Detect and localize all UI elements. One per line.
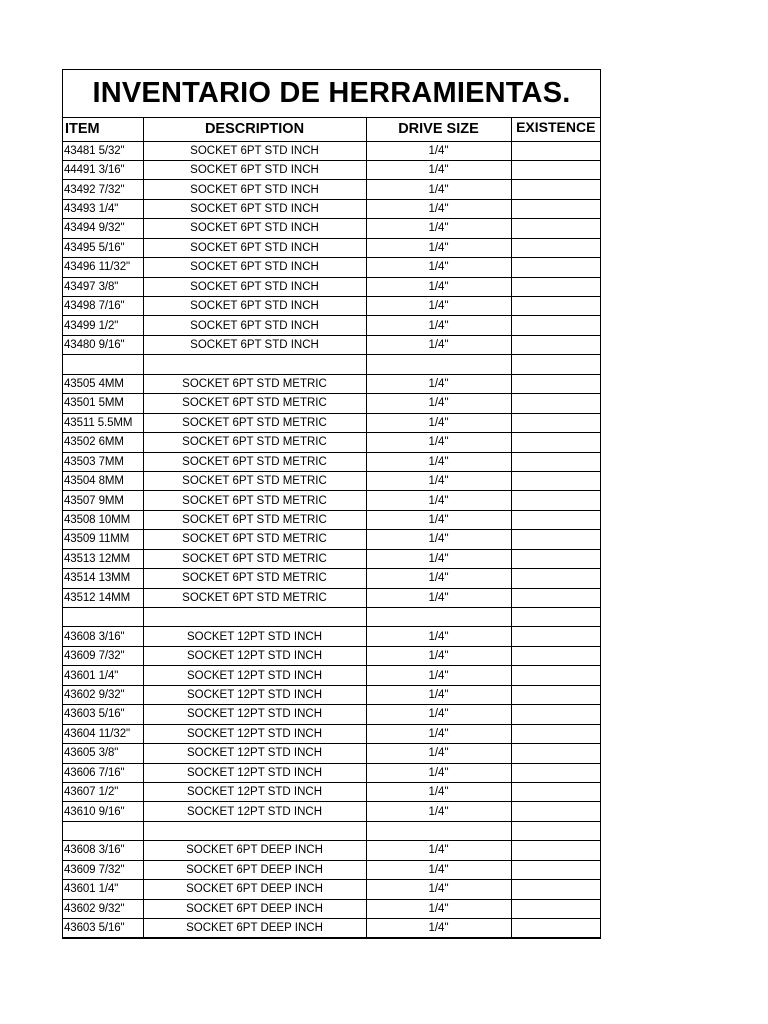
description-cell[interactable]: SOCKET 12PT STD INCH bbox=[143, 724, 366, 743]
item-cell[interactable]: 43608 3/16" bbox=[63, 627, 143, 646]
table-row bbox=[63, 510, 600, 529]
table-row bbox=[63, 258, 600, 277]
item-cell[interactable]: 43496 11/32" bbox=[63, 258, 143, 277]
description-cell[interactable]: SOCKET 6PT DEEP INCH bbox=[143, 919, 366, 938]
existence-cell[interactable] bbox=[511, 880, 600, 899]
table-row bbox=[63, 608, 600, 627]
description-cell[interactable] bbox=[143, 608, 366, 627]
item-cell[interactable]: 43603 5/16" bbox=[63, 705, 143, 724]
description-cell[interactable] bbox=[143, 821, 366, 840]
drive-size-cell[interactable]: 1/4" bbox=[366, 180, 511, 199]
table-row bbox=[63, 899, 600, 918]
existence-cell[interactable] bbox=[511, 802, 600, 821]
drive-size-cell[interactable]: 1/4" bbox=[366, 685, 511, 704]
existence-cell[interactable] bbox=[511, 355, 600, 374]
existence-cell[interactable] bbox=[511, 821, 600, 840]
item-cell[interactable]: 43481 5/32" bbox=[63, 141, 143, 160]
drive-size-cell[interactable]: 1/4" bbox=[366, 802, 511, 821]
table-row bbox=[63, 569, 600, 588]
drive-size-cell[interactable]: 1/4" bbox=[366, 860, 511, 879]
drive-size-cell[interactable]: 1/4" bbox=[366, 919, 511, 938]
table-row bbox=[63, 394, 600, 413]
existence-cell[interactable] bbox=[511, 297, 600, 316]
table-row bbox=[63, 880, 600, 899]
sheet-title: INVENTARIO DE HERRAMIENTAS. bbox=[63, 70, 600, 118]
drive-size-cell[interactable]: 1/4" bbox=[366, 841, 511, 860]
table-row bbox=[63, 802, 600, 821]
item-cell[interactable] bbox=[63, 821, 143, 840]
item-cell[interactable]: 43513 12MM bbox=[63, 549, 143, 568]
table-row bbox=[63, 724, 600, 743]
drive-size-cell[interactable]: 1/4" bbox=[366, 141, 511, 160]
existence-cell[interactable] bbox=[511, 782, 600, 801]
table-row bbox=[63, 919, 600, 938]
description-cell[interactable] bbox=[143, 355, 366, 374]
existence-cell[interactable] bbox=[511, 860, 600, 879]
table-row bbox=[63, 685, 600, 704]
description-cell[interactable]: SOCKET 6PT STD METRIC bbox=[143, 374, 366, 393]
item-cell[interactable]: 43480 9/16" bbox=[63, 335, 143, 354]
drive-size-cell[interactable]: 1/4" bbox=[366, 666, 511, 685]
item-cell[interactable]: 43601 1/4" bbox=[63, 880, 143, 899]
existence-cell[interactable] bbox=[511, 510, 600, 529]
drive-size-cell[interactable]: 1/4" bbox=[366, 549, 511, 568]
description-cell[interactable]: SOCKET 6PT STD METRIC bbox=[143, 569, 366, 588]
item-cell[interactable]: 43511 5.5MM bbox=[63, 413, 143, 432]
description-cell[interactable]: SOCKET 6PT STD METRIC bbox=[143, 433, 366, 452]
table-row bbox=[63, 821, 600, 840]
drive-size-cell[interactable]: 1/4" bbox=[366, 899, 511, 918]
drive-size-cell[interactable] bbox=[366, 608, 511, 627]
item-cell[interactable]: 43610 9/16" bbox=[63, 802, 143, 821]
existence-cell[interactable] bbox=[511, 646, 600, 665]
drive-size-cell[interactable]: 1/4" bbox=[366, 413, 511, 432]
inventory-table bbox=[63, 118, 600, 938]
drive-size-cell[interactable]: 1/4" bbox=[366, 316, 511, 335]
table-row bbox=[63, 180, 600, 199]
description-cell[interactable]: SOCKET 6PT STD INCH bbox=[143, 316, 366, 335]
description-cell[interactable]: SOCKET 12PT STD INCH bbox=[143, 802, 366, 821]
description-cell[interactable]: SOCKET 6PT STD METRIC bbox=[143, 530, 366, 549]
table-row bbox=[63, 297, 600, 316]
item-cell[interactable]: 43501 5MM bbox=[63, 394, 143, 413]
description-cell[interactable]: SOCKET 12PT STD INCH bbox=[143, 744, 366, 763]
existence-cell[interactable] bbox=[511, 685, 600, 704]
existence-cell[interactable] bbox=[511, 471, 600, 490]
description-cell[interactable]: SOCKET 12PT STD INCH bbox=[143, 763, 366, 782]
inventory-sheet bbox=[62, 69, 601, 939]
table-row bbox=[63, 199, 600, 218]
item-cell[interactable]: 43605 3/8" bbox=[63, 744, 143, 763]
description-cell[interactable]: SOCKET 6PT STD INCH bbox=[143, 160, 366, 179]
drive-size-cell[interactable]: 1/4" bbox=[366, 782, 511, 801]
drive-size-cell[interactable]: 1/4" bbox=[366, 569, 511, 588]
existence-cell[interactable] bbox=[511, 763, 600, 782]
table-row bbox=[63, 763, 600, 782]
table-row bbox=[63, 782, 600, 801]
table-row bbox=[63, 666, 600, 685]
table-row bbox=[63, 452, 600, 471]
existence-cell[interactable] bbox=[511, 238, 600, 257]
existence-cell[interactable] bbox=[511, 549, 600, 568]
item-cell[interactable]: 43607 1/2" bbox=[63, 782, 143, 801]
item-cell[interactable]: 44491 3/16" bbox=[63, 160, 143, 179]
description-cell[interactable]: SOCKET 6PT STD METRIC bbox=[143, 491, 366, 510]
description-cell[interactable]: SOCKET 6PT STD INCH bbox=[143, 219, 366, 238]
table-row bbox=[63, 471, 600, 490]
drive-size-cell[interactable]: 1/4" bbox=[366, 763, 511, 782]
item-cell[interactable]: 43508 10MM bbox=[63, 510, 143, 529]
drive-size-cell[interactable]: 1/4" bbox=[366, 510, 511, 529]
item-cell[interactable]: 43514 13MM bbox=[63, 569, 143, 588]
existence-cell[interactable] bbox=[511, 219, 600, 238]
existence-cell[interactable] bbox=[511, 744, 600, 763]
table-row bbox=[63, 841, 600, 860]
description-cell[interactable]: SOCKET 6PT STD INCH bbox=[143, 199, 366, 218]
item-cell[interactable]: 43497 3/8" bbox=[63, 277, 143, 296]
description-cell[interactable]: SOCKET 6PT STD INCH bbox=[143, 258, 366, 277]
item-cell[interactable] bbox=[63, 608, 143, 627]
item-cell[interactable]: 43602 9/32" bbox=[63, 899, 143, 918]
description-column-header: DESCRIPTION bbox=[143, 118, 366, 141]
drive-size-cell[interactable]: 1/4" bbox=[366, 433, 511, 452]
existence-cell[interactable] bbox=[511, 919, 600, 938]
description-cell[interactable]: SOCKET 6PT DEEP INCH bbox=[143, 899, 366, 918]
existence-cell[interactable] bbox=[511, 258, 600, 277]
existence-cell[interactable] bbox=[511, 374, 600, 393]
drive-size-cell[interactable]: 1/4" bbox=[366, 374, 511, 393]
drive-size-cell[interactable]: 1/4" bbox=[366, 880, 511, 899]
description-cell[interactable]: SOCKET 12PT STD INCH bbox=[143, 627, 366, 646]
description-cell[interactable]: SOCKET 12PT STD INCH bbox=[143, 666, 366, 685]
table-row bbox=[63, 141, 600, 160]
drive-size-cell[interactable]: 1/4" bbox=[366, 588, 511, 607]
existence-cell[interactable] bbox=[511, 608, 600, 627]
existence-cell[interactable] bbox=[511, 530, 600, 549]
drive-size-cell[interactable]: 1/4" bbox=[366, 199, 511, 218]
existence-cell[interactable] bbox=[511, 413, 600, 432]
existence-cell[interactable] bbox=[511, 433, 600, 452]
table-row bbox=[63, 238, 600, 257]
table-row bbox=[63, 433, 600, 452]
existence-cell[interactable] bbox=[511, 180, 600, 199]
item-cell[interactable]: 43495 5/16" bbox=[63, 238, 143, 257]
description-cell[interactable]: SOCKET 6PT STD METRIC bbox=[143, 471, 366, 490]
header-row bbox=[63, 118, 600, 141]
item-cell[interactable]: 43609 7/32" bbox=[63, 860, 143, 879]
drive-size-cell[interactable]: 1/4" bbox=[366, 471, 511, 490]
drive-size-cell[interactable] bbox=[366, 355, 511, 374]
description-cell[interactable]: SOCKET 6PT STD INCH bbox=[143, 335, 366, 354]
item-cell[interactable]: 43602 9/32" bbox=[63, 685, 143, 704]
table-row bbox=[63, 374, 600, 393]
existence-cell[interactable] bbox=[511, 666, 600, 685]
description-cell[interactable]: SOCKET 6PT STD INCH bbox=[143, 277, 366, 296]
item-cell[interactable]: 43492 7/32" bbox=[63, 180, 143, 199]
existence-cell[interactable] bbox=[511, 199, 600, 218]
drive-size-cell[interactable] bbox=[366, 821, 511, 840]
table-body bbox=[63, 141, 600, 938]
description-cell[interactable]: SOCKET 6PT STD INCH bbox=[143, 141, 366, 160]
existence-cell[interactable] bbox=[511, 705, 600, 724]
drive-size-cell[interactable]: 1/4" bbox=[366, 335, 511, 354]
item-cell[interactable]: 43498 7/16" bbox=[63, 297, 143, 316]
existence-cell[interactable] bbox=[511, 588, 600, 607]
drive-size-cell[interactable]: 1/4" bbox=[366, 394, 511, 413]
description-cell[interactable]: SOCKET 12PT STD INCH bbox=[143, 782, 366, 801]
item-cell[interactable]: 43505 4MM bbox=[63, 374, 143, 393]
existence-cell[interactable] bbox=[511, 899, 600, 918]
existence-cell[interactable] bbox=[511, 394, 600, 413]
item-cell[interactable]: 43494 9/32" bbox=[63, 219, 143, 238]
item-cell[interactable] bbox=[63, 355, 143, 374]
description-cell[interactable]: SOCKET 6PT DEEP INCH bbox=[143, 860, 366, 879]
item-cell[interactable]: 43609 7/32" bbox=[63, 646, 143, 665]
item-cell[interactable]: 43509 11MM bbox=[63, 530, 143, 549]
drive-size-cell[interactable]: 1/4" bbox=[366, 530, 511, 549]
table-row bbox=[63, 491, 600, 510]
table-row bbox=[63, 160, 600, 179]
drive-size-cell[interactable]: 1/4" bbox=[366, 297, 511, 316]
item-cell[interactable]: 43493 1/4" bbox=[63, 199, 143, 218]
description-cell[interactable]: SOCKET 6PT STD INCH bbox=[143, 180, 366, 199]
table-row bbox=[63, 316, 600, 335]
existence-cell[interactable] bbox=[511, 491, 600, 510]
drive-size-cell[interactable]: 1/4" bbox=[366, 724, 511, 743]
item-cell[interactable]: 43606 7/16" bbox=[63, 763, 143, 782]
existence-cell[interactable] bbox=[511, 335, 600, 354]
item-column-header: ITEM bbox=[63, 118, 143, 141]
table-row bbox=[63, 627, 600, 646]
item-cell[interactable]: 43504 8MM bbox=[63, 471, 143, 490]
table-row bbox=[63, 646, 600, 665]
drive-size-cell[interactable]: 1/4" bbox=[366, 160, 511, 179]
drive-size-cell[interactable]: 1/4" bbox=[366, 258, 511, 277]
description-cell[interactable]: SOCKET 6PT STD METRIC bbox=[143, 452, 366, 471]
table-row bbox=[63, 355, 600, 374]
description-cell[interactable]: SOCKET 6PT STD METRIC bbox=[143, 394, 366, 413]
drive-size-cell[interactable]: 1/4" bbox=[366, 277, 511, 296]
item-cell[interactable]: 43507 9MM bbox=[63, 491, 143, 510]
table-row bbox=[63, 705, 600, 724]
item-cell[interactable]: 43502 6MM bbox=[63, 433, 143, 452]
existence-cell[interactable] bbox=[511, 141, 600, 160]
description-cell[interactable]: SOCKET 6PT STD METRIC bbox=[143, 413, 366, 432]
table-row bbox=[63, 549, 600, 568]
description-cell[interactable]: SOCKET 6PT STD INCH bbox=[143, 238, 366, 257]
description-cell[interactable]: SOCKET 6PT DEEP INCH bbox=[143, 880, 366, 899]
table-row bbox=[63, 744, 600, 763]
item-cell[interactable]: 43604 11/32" bbox=[63, 724, 143, 743]
description-cell[interactable]: SOCKET 6PT STD METRIC bbox=[143, 588, 366, 607]
drive-size-cell[interactable]: 1/4" bbox=[366, 627, 511, 646]
existence-cell[interactable] bbox=[511, 627, 600, 646]
item-cell[interactable]: 43499 1/2" bbox=[63, 316, 143, 335]
table-row bbox=[63, 219, 600, 238]
table-row bbox=[63, 588, 600, 607]
drive-size-cell[interactable]: 1/4" bbox=[366, 238, 511, 257]
existence-cell[interactable] bbox=[511, 160, 600, 179]
existence-cell[interactable] bbox=[511, 452, 600, 471]
description-cell[interactable]: SOCKET 12PT STD INCH bbox=[143, 705, 366, 724]
description-cell[interactable]: SOCKET 6PT STD INCH bbox=[143, 297, 366, 316]
drive-size-cell[interactable]: 1/4" bbox=[366, 491, 511, 510]
item-cell[interactable]: 43608 3/16" bbox=[63, 841, 143, 860]
existence-cell[interactable] bbox=[511, 841, 600, 860]
item-cell[interactable]: 43603 5/16" bbox=[63, 919, 143, 938]
drive-size-cell[interactable]: 1/4" bbox=[366, 646, 511, 665]
drive-size-cell[interactable]: 1/4" bbox=[366, 452, 511, 471]
table-row bbox=[63, 277, 600, 296]
table-row bbox=[63, 335, 600, 354]
table-row bbox=[63, 860, 600, 879]
item-cell[interactable]: 43503 7MM bbox=[63, 452, 143, 471]
existence-cell[interactable] bbox=[511, 277, 600, 296]
existence-cell[interactable] bbox=[511, 724, 600, 743]
description-cell[interactable]: SOCKET 12PT STD INCH bbox=[143, 685, 366, 704]
drive-size-cell[interactable]: 1/4" bbox=[366, 705, 511, 724]
table-row bbox=[63, 530, 600, 549]
drive-size-cell[interactable]: 1/4" bbox=[366, 744, 511, 763]
drive-size-cell[interactable]: 1/4" bbox=[366, 219, 511, 238]
existence-column-header: EXISTENCE bbox=[511, 118, 600, 141]
item-cell[interactable]: 43601 1/4" bbox=[63, 666, 143, 685]
drive-size-column-header: DRIVE SIZE bbox=[366, 118, 511, 141]
description-cell[interactable]: SOCKET 6PT STD METRIC bbox=[143, 510, 366, 529]
existence-cell[interactable] bbox=[511, 316, 600, 335]
description-cell[interactable]: SOCKET 6PT DEEP INCH bbox=[143, 841, 366, 860]
existence-cell[interactable] bbox=[511, 569, 600, 588]
item-cell[interactable]: 43512 14MM bbox=[63, 588, 143, 607]
table-row bbox=[63, 413, 600, 432]
description-cell[interactable]: SOCKET 12PT STD INCH bbox=[143, 646, 366, 665]
description-cell[interactable]: SOCKET 6PT STD METRIC bbox=[143, 549, 366, 568]
